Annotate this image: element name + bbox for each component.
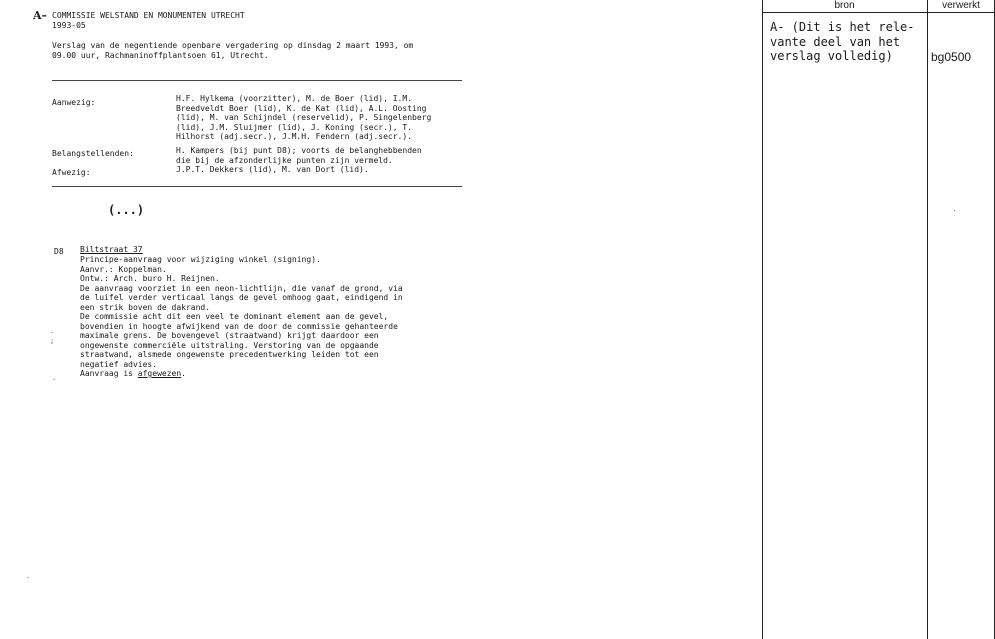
item-line: een strik boven de dakrand. xyxy=(80,302,211,312)
decision-word: afgewezen xyxy=(137,369,182,378)
scan-speck: . xyxy=(26,572,31,580)
attendance-line: die bij de afzonderlijke punten zijn vermeld. xyxy=(176,155,393,165)
bron-line: verslag volledig) xyxy=(770,49,893,63)
attendance-label-present: Aanwezig: xyxy=(52,98,96,107)
document-title: COMMISSIE WELSTAND EN MONUMENTEN UTRECHT xyxy=(52,11,245,20)
scan-speck xyxy=(954,210,955,211)
table-border-left xyxy=(762,0,763,639)
attendance-label-absent: Afwezig: xyxy=(52,168,91,177)
item-line: de luifel verder verticaal langs de gevel omhoog gaat, eindigend in xyxy=(80,293,403,302)
scan-speck: ; xyxy=(50,337,55,345)
item-line: straatwand, alsmede ongewenste precedentwerking leiden tot een xyxy=(80,350,379,359)
item-line: De commissie acht dit een veel te dominant element aan de gevel, xyxy=(80,312,389,321)
attendance-line: H.F. Hylkema (voorzitter), M. de Boer (lid), I.M. xyxy=(176,94,413,103)
item-line: De aanvraag voorziet in een neon-lichtlijn, die vanaf de grond, via xyxy=(80,283,403,293)
column-header-verwerkt: verwerkt xyxy=(942,0,980,11)
scan-speck: . xyxy=(50,327,55,335)
decision-prefix: Aanvraag is xyxy=(80,369,138,378)
bron-cell xyxy=(770,20,915,64)
attendance-line: (lid), J.M. Sluijmer (lid), J. Koning (secr.), T. xyxy=(176,122,413,132)
divider-top xyxy=(52,80,462,81)
letter-marker: A– xyxy=(33,9,48,22)
attendance-line: Breedveldt Boer (lid), K. de Kat (lid), A.L. Oosting xyxy=(176,103,427,113)
intro-line: Verslag van de negentiende openbare vergadering op dinsdag 2 maart 1993, om xyxy=(52,41,414,50)
attendance-present xyxy=(176,94,431,142)
attendance-line: J.P.T. Dekkers (lid), M. van Dort (lid). xyxy=(176,165,369,174)
item-number: D8 xyxy=(54,247,64,256)
bron-line: vante deel van het xyxy=(770,34,901,49)
intro-paragraph xyxy=(52,41,413,60)
verwerkt-cell: bg0500 xyxy=(931,50,972,64)
item-decision xyxy=(80,369,403,379)
item-line: Aanvr.: Koppelman. xyxy=(80,264,167,274)
document-code: 1993-05 xyxy=(52,21,86,30)
omission-marker: (...) xyxy=(108,203,145,217)
item-line: bovendien in hoogte afwijkend van de door de commissie gehanteerde xyxy=(80,321,398,331)
item-title: Biltstraat 37 xyxy=(80,245,143,254)
column-header-bron: bron xyxy=(834,0,855,11)
table-header-rule xyxy=(762,12,995,13)
attendance-line: Hilhorst (adj.secr.), J.M.H. Fendern (adj.secr.). xyxy=(176,132,413,141)
item-line: ongewenste commerciële uitstraling. Verstoring van de opgaande xyxy=(80,340,379,350)
attendance-label-interested: Belangstellenden: xyxy=(52,149,134,158)
attendance-absent xyxy=(176,165,369,175)
attendance-interested xyxy=(176,146,422,165)
scan-speck: · xyxy=(52,376,57,384)
item-line: Principe-aanvraag voor wijziging winkel (signing). xyxy=(80,255,321,264)
attendance-line: (lid), M. van Schijndel (reservelid), P. Singelenberg xyxy=(176,113,432,122)
decision-suffix: . xyxy=(181,369,186,378)
item-line: Ontw.: Arch. buro H. Reijnen. xyxy=(80,274,220,283)
divider-bottom xyxy=(52,186,462,187)
intro-line: 09.00 uur, Rachmaninoffplantsoen 61, Utrecht. xyxy=(52,50,269,60)
bron-line: A- (Dit is het rele- xyxy=(770,20,915,34)
item-body xyxy=(80,255,403,379)
attendance-line: H. Kampers (bij punt D8); voorts de belanghebbenden xyxy=(176,146,422,155)
table-border-middle xyxy=(927,0,928,639)
item-line: negatief advies. xyxy=(80,359,158,369)
item-line: maximale grens. De bovengevel (straatwand) krijgt daardoor een xyxy=(80,331,379,340)
